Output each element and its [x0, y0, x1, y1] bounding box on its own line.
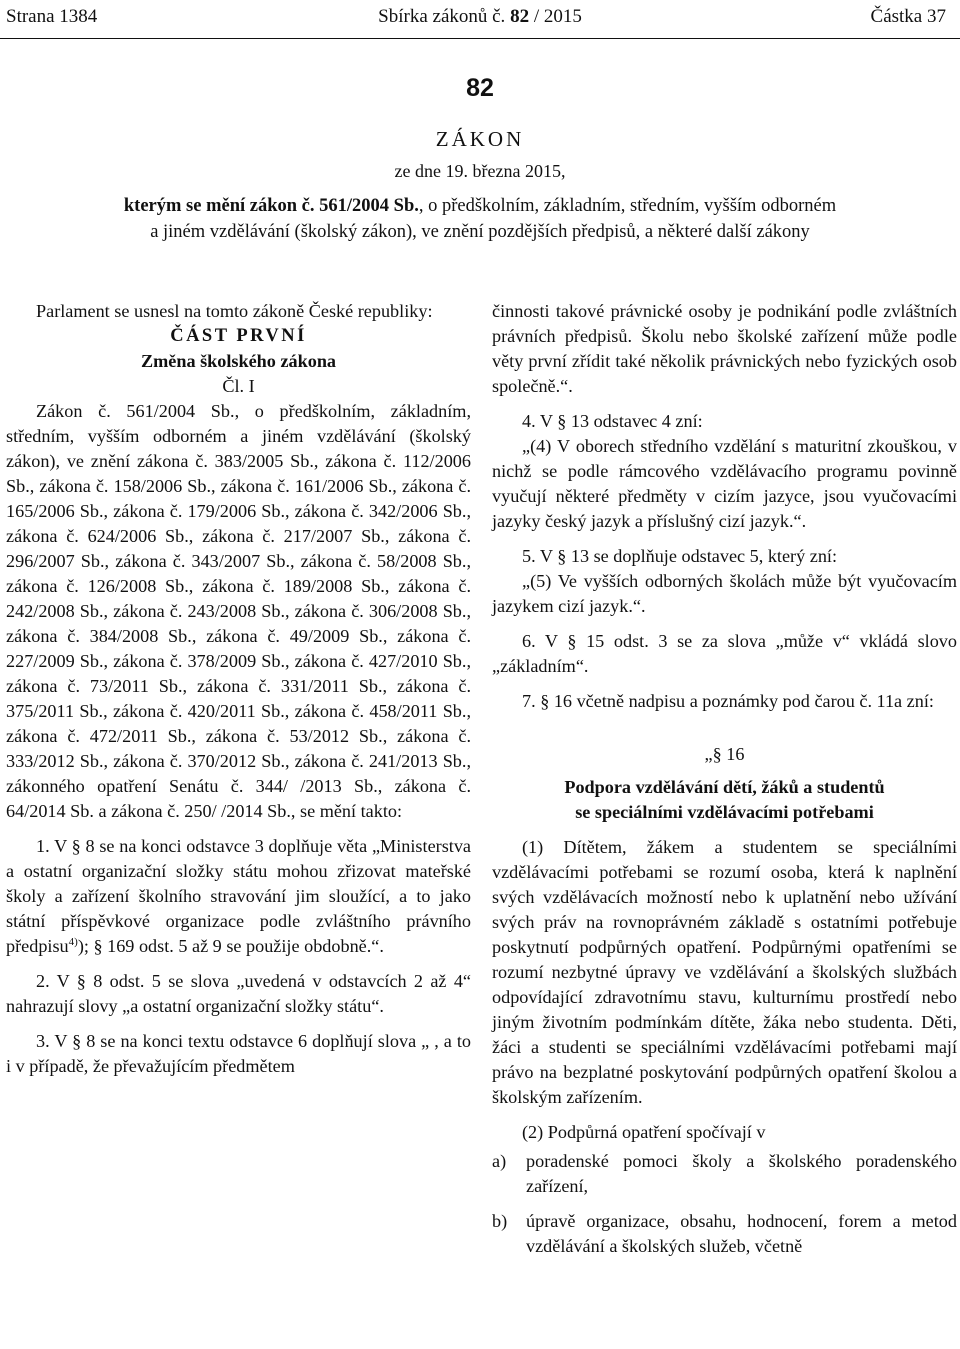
point-2: 2. V § 8 odst. 5 se slova „uvedená v odstavcích 2 až 4“ nahrazují slovy „a ostatní organizační složky státu“. — [6, 971, 471, 1016]
section-mark: „§ 16 — [704, 744, 745, 764]
collection-suffix: / 2015 — [529, 6, 582, 27]
list-item-text: úpravě organizace, obsahu, hodnocení, forem a metod vzdělávání a školských služeb, včetně — [526, 1211, 957, 1256]
part-heading: ČÁST PRVNÍ — [170, 326, 307, 346]
law-date: ze dne 19. března 2015, — [394, 161, 566, 181]
amended-law: Zákon č. 561/2004 Sb. — [36, 401, 235, 421]
article-heading: Čl. I — [222, 376, 255, 396]
section-paragraph-2: (2) Podpůrná opatření spočívají v — [522, 1122, 766, 1142]
collection-prefix: Sbírka zákonů č. — [378, 6, 511, 27]
law-subtitle — [0, 193, 960, 245]
section-title-line-2: se speciálními vzdělávacími potřebami — [575, 802, 874, 822]
page-header — [0, 0, 960, 44]
subtitle-line-2: a jiném vzdělávání (školský zákon), ve znění pozdějších předpisů, a některé další zákony — [150, 222, 810, 242]
issue-part: Částka 37 — [870, 6, 946, 27]
point-1-text: 1. V § 8 se na konci odstavce 3 doplňuje věta „Ministerstva a ostatní organizační složky státu mohou zřizovat mateřské školy a zařízení školního stravování jim sloužící, a to jako státní příspěvkové organizace podle zvláštního právního předpisu — [6, 836, 471, 956]
continuation-paragraph: činnosti takové právnické osoby je podnikání podle zvláštních právních předpisů. Školu nebo školské zařízení může podle věty první zřídit také několik právnických nebo fyzických osob společně.“. — [492, 301, 957, 396]
list-item-marker: b) — [492, 1211, 508, 1231]
intro-paragraph: Parlament se usnesl na tomto zákoně České republiky: — [36, 301, 433, 321]
point-5: 5. V § 13 se doplňuje odstavec 5, který zní: — [522, 546, 838, 566]
page-number: Strana 1384 — [6, 6, 98, 27]
list-item-text: poradenské pomoci školy a školského poradenského zařízení, — [526, 1151, 957, 1196]
section-paragraph-1: (1) Dítětem, žákem a studentem se speciálními vzdělávacími potřebami se rozumí osoba, která k naplnění svých vzdělávacích možností nebo k uplatnění nebo užívání svých práv na rovnoprávném základě s ostatními potřebuje poskytnutí podpůrných opatření. Podpůrnými opatřeními se rozumí nezbytné úpravy ve vzdělávání a školských službách odpovídající zdravotnímu stavu, kulturnímu prostředí nebo jiným životním podmínkám dítěte, žáka nebo studenta. Děti, žáci a studenti se speciálními vzdělávacími potřebami mají právo na bezplatné poskytování podpůrných opatření školou a školským zařízením. — [492, 837, 957, 1107]
point-4: 4. V § 13 odstavec 4 zní: — [522, 411, 703, 431]
subtitle-line-1 — [0, 193, 960, 219]
collection-reference — [0, 6, 960, 28]
law-type: ZÁKON — [435, 127, 525, 151]
list-item — [492, 1209, 957, 1259]
law-number: 82 — [466, 74, 494, 102]
list-item — [492, 1149, 957, 1199]
section-title-line-1: Podpora vzdělávání dětí, žáků a studentů — [564, 777, 885, 797]
header-rule — [0, 38, 960, 39]
point-3: 3. V § 8 se na konci textu odstavce 6 doplňují slova „ , a to i v případě, že převažujícím předmětem — [6, 1031, 471, 1076]
point-5-quote: „(5) Ve vyšších odborných školách může být vyučovacím jazykem cizí jazyk.“. — [492, 571, 957, 616]
list-item-marker: a) — [492, 1151, 507, 1171]
point-1-tail: ); § 169 odst. 5 až 9 se použije obdobně.“. — [77, 936, 384, 956]
left-column — [6, 299, 471, 1079]
point-4-quote: „(4) V oborech středního vzdělání s maturitní zkouškou, v nichž se podle rámcového vzdělávacího programu povinně vyučují některé předměty v cizím jazyce, jsou vyučovacími jazyky český jazyk a příslušný cizí jazyk.“. — [492, 436, 957, 531]
footnote-ref: 4) — [68, 935, 78, 948]
amendment-history: , o předškolním, základním, středním, vyšším odborném a jiném vzdělávání (školský zákon), ve znění zákona č. 383/2005 Sb., zákona č. 112/2006 Sb., zákona č. 158/2006 Sb., zákona č. 161/2006 Sb., zákona č. 165/2006 Sb., zákona č. 179/2006 Sb., zákona č. 342/2006 Sb., zákona č. 624/2006 Sb., zákona č. 217/2007 Sb., zákona č. 296/2007 Sb., zákona č. 343/2007 Sb., zákona č. 58/2008 Sb., zákona č. 126/2008 Sb., zákona č. 189/2008 Sb., zákona č. 242/2008 Sb., zákona č. 243/2008 Sb., zákona č. 306/2008 Sb., zákona č. 384/2008 Sb., zákona č. 49/2009 Sb., zákona č. 227/2009 Sb., zákona č. 378/2009 Sb., zákona č. 427/2010 Sb., zákona č. 73/2011 Sb., zákona č. 331/2011 Sb., zákona č. 375/2011 Sb., zákona č. 420/2011 Sb., zákona č. 458/2011 Sb., zákona č. 472/2011 Sb., zákona č. 53/2012 Sb., zákona č. 333/2012 Sb., zákona č. 370/2012 Sb., zákona č. 241/2013 Sb., zákonného opatření Senátu č. 344/ /2013 Sb., zákona č. 64/2014 Sb. a zákona č. 250/ /2014 Sb., se mění takto: — [6, 401, 471, 821]
point-7: 7. § 16 včetně nadpisu a poznámky pod čarou č. 11a zní: — [522, 691, 934, 711]
amendment-intro — [6, 399, 471, 824]
collection-number: 82 — [510, 6, 530, 27]
subtitle-bold: kterým se mění zákon č. 561/2004 Sb. — [123, 196, 419, 216]
subtitle-rest: , o předškolním, základním, středním, vyšším odborném — [418, 196, 837, 216]
part-subheading: Změna školského zákona — [140, 351, 337, 371]
right-column — [492, 299, 957, 1259]
point-6: 6. V § 15 odst. 3 se za slova „může v“ vkládá slovo „základním“. — [492, 631, 957, 676]
point-1 — [6, 834, 471, 959]
